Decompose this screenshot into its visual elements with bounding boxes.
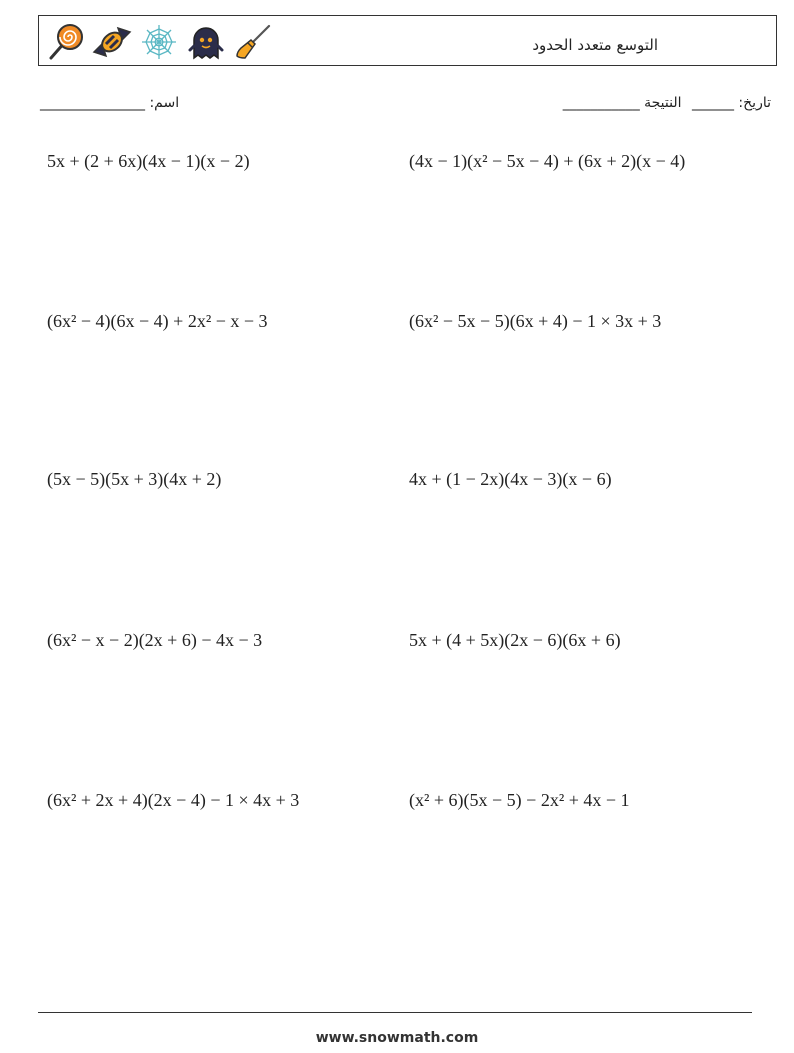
- problem-expression: (x² + 6)(5x − 5) − 2x² + 4x − 1: [409, 790, 630, 810]
- problem-2: [409, 151, 685, 172]
- problem-expression: (6x² − 4)(6x − 4) + 2x² − x − 3: [47, 311, 268, 331]
- header-icons: [45, 20, 273, 64]
- problem-expression: (6x² + 2x + 4)(2x − 4) − 1 × 4x + 3: [47, 790, 300, 810]
- footer-website: www.snowmath.com: [315, 1030, 479, 1046]
- score-field: النتيجة ___________: [562, 95, 682, 111]
- problem-4: [409, 311, 661, 332]
- problem-8: [409, 630, 621, 651]
- problem-expression: 5x + (2 + 6x)(4x − 1)(x − 2): [47, 151, 250, 171]
- broom-icon: [233, 22, 273, 62]
- problem-expression: (5x − 5)(5x + 3)(4x + 2): [47, 469, 222, 489]
- name-field: اسم: _______________: [40, 95, 180, 111]
- lollipop-icon: [45, 22, 85, 62]
- problem-expression: (6x² − 5x − 5)(6x + 4) − 1 × 3x + 3: [409, 311, 662, 331]
- spiderweb-icon: [139, 22, 179, 62]
- problem-5: [47, 469, 221, 490]
- problem-9: [47, 790, 299, 811]
- candy-icon: [92, 22, 132, 62]
- header-box: [38, 15, 777, 66]
- ghost-icon: [186, 22, 226, 62]
- problem-10: [409, 790, 630, 811]
- problem-expression: (4x − 1)(x² − 5x − 4) + (6x + 2)(x − 4): [409, 151, 686, 171]
- footer-divider: [38, 1012, 752, 1013]
- date-score-fields: [557, 95, 771, 111]
- worksheet-title: التوسع متعدد الحدود: [532, 36, 658, 54]
- problem-3: [47, 311, 268, 332]
- date-field: تاريخ: ______: [691, 95, 771, 111]
- problem-7: [47, 630, 262, 651]
- problem-1: [47, 151, 250, 172]
- problem-expression: 5x + (4 + 5x)(2x − 6)(6x + 6): [409, 630, 621, 650]
- problem-expression: (6x² − x − 2)(2x + 6) − 4x − 3: [47, 630, 263, 650]
- problem-6: [409, 469, 612, 490]
- problem-expression: 4x + (1 − 2x)(4x − 3)(x − 6): [409, 469, 612, 489]
